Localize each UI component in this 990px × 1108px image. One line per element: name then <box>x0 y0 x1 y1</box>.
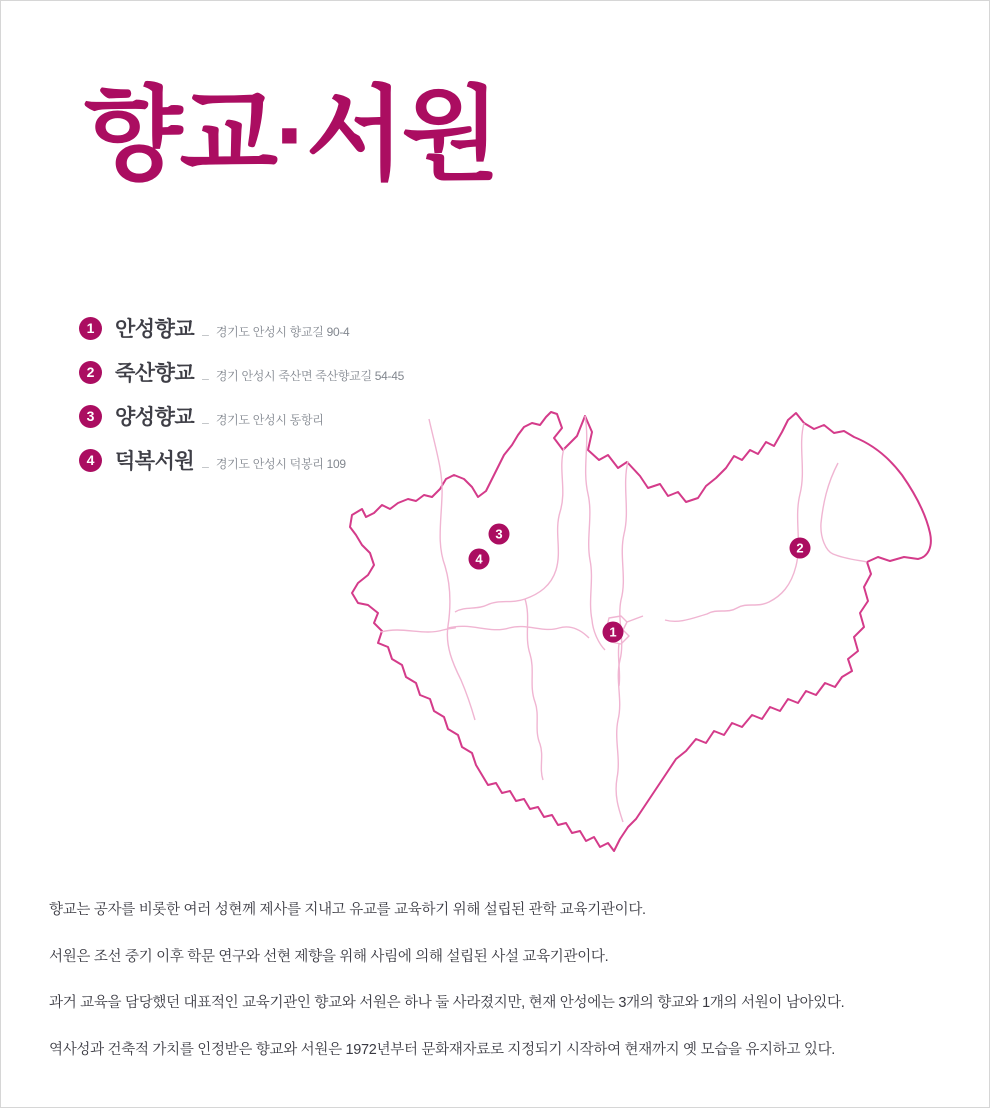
district-boundary-east <box>665 423 804 621</box>
description-paragraph: 서원은 조선 중기 이후 학문 연구와 선현 제향을 위해 사림에 의해 설립된 사설 교육기관이다. <box>49 948 609 965</box>
location-address: 경기도 안성시 향교길 90-4 <box>215 324 350 339</box>
anseong-district-map <box>331 406 951 876</box>
location-address: 경기도 안성시 덕봉리 109 <box>215 456 346 471</box>
separator: _ <box>202 322 209 337</box>
separator: _ <box>202 410 209 425</box>
description-section <box>49 901 979 1087</box>
separator: _ <box>202 454 209 469</box>
location-name: 안성향교 <box>115 318 195 341</box>
description-paragraph: 과거 교육을 담당했던 대표적인 교육기관인 향교와 서원은 하나 둘 사라졌지만, 현재 안성에는 3개의 향교와 1개의 서원이 남아있다. <box>49 995 845 1012</box>
list-item-anseong-hyanggyo <box>79 316 404 340</box>
district-boundary-nw <box>429 419 475 720</box>
map-outline-svg <box>331 406 951 876</box>
district-boundary-west-horizontal <box>381 626 589 638</box>
number-badge-4: 4 <box>79 449 102 472</box>
map-marker-3: 3 <box>489 524 510 545</box>
description-paragraph: 역사성과 건축적 가치를 인정받은 향교와 서원은 1972년부터 문화재자료로 지정되기 시작하여 현재까지 옛 모습을 유지하고 있다. <box>49 1041 836 1058</box>
location-address: 경기 안성시 죽산면 죽산향교길 54-45 <box>215 368 404 383</box>
list-item-juksan-hyanggyo <box>79 360 404 384</box>
district-boundary-central-east <box>616 461 628 822</box>
location-address: 경기도 안성시 동항리 <box>215 412 324 427</box>
map-marker-2: 2 <box>790 538 811 559</box>
description-paragraph: 향교는 공자를 비롯한 여러 성현께 제사를 지내고 유교를 교육하기 위해 설립된 관학 교육기관이다. <box>49 902 646 918</box>
number-badge-1: 1 <box>79 317 102 340</box>
separator: _ <box>202 366 209 381</box>
district-boundary-yangseong <box>455 448 564 612</box>
number-badge-2: 2 <box>79 361 102 384</box>
map-marker-4: 4 <box>469 549 490 570</box>
page-title: 향교·서원 <box>84 78 498 192</box>
district-boundary-sw <box>525 599 543 780</box>
district-boundary-juksan <box>821 463 867 562</box>
location-name: 덕복서원 <box>115 450 195 473</box>
map-marker-1: 1 <box>603 622 624 643</box>
location-name: 죽산향교 <box>115 362 195 385</box>
location-name: 양성향교 <box>115 406 195 429</box>
number-badge-3: 3 <box>79 405 102 428</box>
